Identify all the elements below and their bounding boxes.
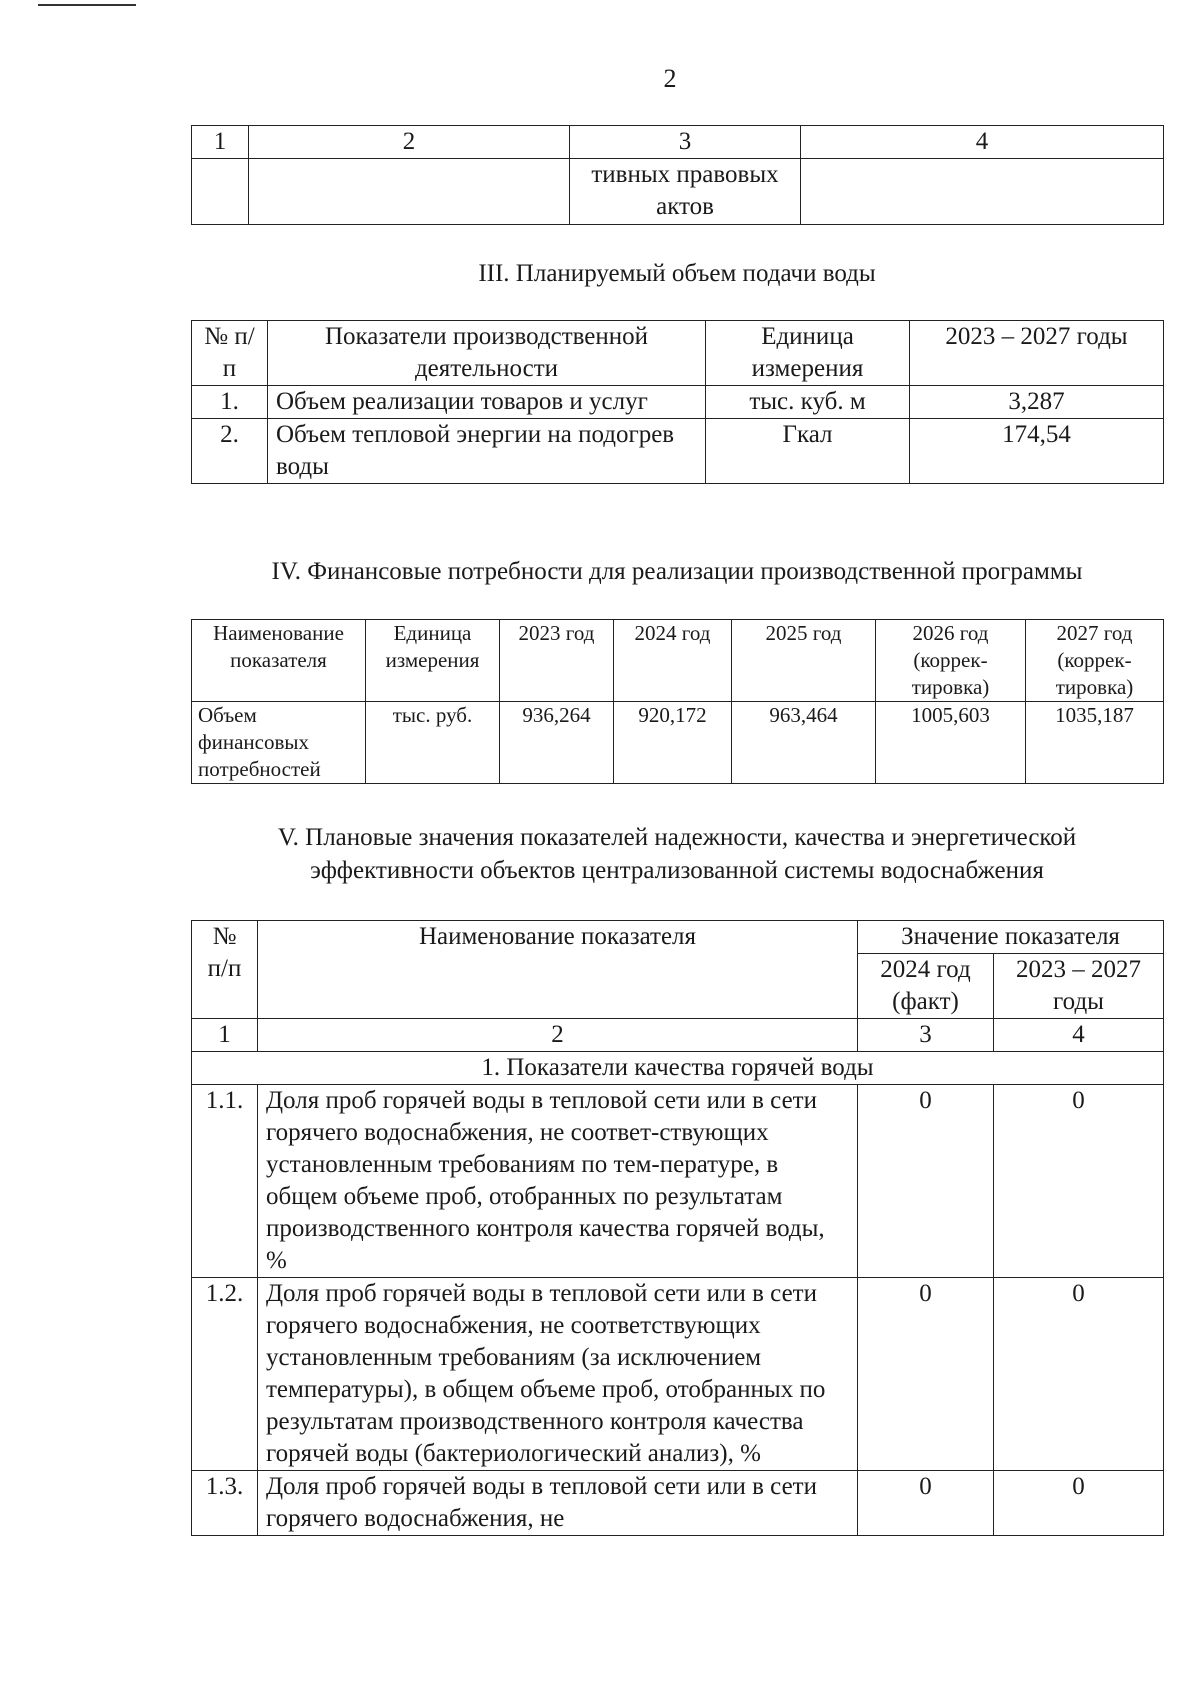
row-num: 1.1. (192, 1085, 258, 1278)
row-name: Доля проб горячей воды в тепловой сети или в сети горячего водоснабжения, не соответ-ствующих установленным требованиям по тем-пературе, в общем объеме проб, отобранных по результатам производственного контроля качества горячей воды, % (258, 1085, 858, 1278)
header-value-group: Значение показателя (858, 921, 1164, 954)
table-row (192, 419, 1164, 484)
group-title: 1. Показатели качества горячей воды (192, 1052, 1164, 1085)
continuation-text: тивных правовых актов (570, 159, 801, 225)
row-num: 1.3. (192, 1471, 258, 1536)
row-value: 174,54 (910, 419, 1164, 484)
section-3-title: III. Планируемый объем подачи воды (478, 260, 876, 287)
header-2023: 2023 год (500, 620, 614, 702)
table-row (192, 1085, 1164, 1278)
water-supply-volume-table (191, 320, 1164, 484)
table-row (192, 386, 1164, 419)
section-4-title: IV. Финансовые потребности для реализации производственной программы (271, 558, 1083, 585)
header-indicator: Показатели производственной деятельности (268, 321, 706, 386)
row-fact: 0 (858, 1085, 994, 1278)
row-num: 2. (192, 419, 268, 484)
table-header-row (192, 321, 1164, 386)
col-number-2: 2 (258, 1019, 858, 1052)
table-row (192, 126, 1164, 159)
row-fact: 0 (858, 1471, 994, 1536)
row-num: 1.2. (192, 1278, 258, 1471)
col-number-3: 3 (570, 126, 801, 159)
header-2026: 2026 год (коррек-тировка) (876, 620, 1026, 702)
col-number-4: 4 (801, 126, 1164, 159)
row-value: 3,287 (910, 386, 1164, 419)
row-num: 1. (192, 386, 268, 419)
header-fact: 2024 год (факт) (858, 954, 994, 1019)
col-number-2: 2 (249, 126, 570, 159)
table-row (192, 702, 1164, 784)
table-row (192, 1471, 1164, 1536)
row-unit: тыс. куб. м (706, 386, 910, 419)
table-header-row (192, 620, 1164, 702)
row-name: Доля проб горячей воды в тепловой сети или в сети горячего водоснабжения, не (258, 1471, 858, 1536)
value-2026: 1005,603 (876, 702, 1026, 784)
row-indicator: Объем тепловой энергии на подогрев воды (268, 419, 706, 484)
header-num: № п/п (192, 921, 258, 1019)
table-header-row (192, 921, 1164, 954)
row-name: Доля проб горячей воды в тепловой сети или в сети горячего водоснабжения, не соответствующих установленным требованиям (за исключением температуры), в общем объеме проб, отобранных по результатам производственного контроля качества горячей воды (бактериологический анализ), % (258, 1278, 858, 1471)
top-rule (38, 4, 136, 6)
row-plan: 0 (994, 1085, 1164, 1278)
header-name: Наименование показателя (192, 620, 366, 702)
header-2025: 2025 год (732, 620, 876, 702)
header-name: Наименование показателя (258, 921, 858, 1019)
empty-cell (801, 159, 1164, 225)
page-number: 2 (663, 64, 677, 93)
header-2027: 2027 год (коррек-тировка) (1026, 620, 1164, 702)
row-unit: Гкал (706, 419, 910, 484)
row-fact: 0 (858, 1278, 994, 1471)
header-plan: 2023 – 2027 годы (994, 954, 1164, 1019)
financial-needs-table (191, 619, 1164, 784)
header-unit: Единица измерения (706, 321, 910, 386)
header-2024: 2024 год (614, 620, 732, 702)
section-5-title-line-1: V. Плановые значения показателей надежности, качества и энергетической (277, 824, 1077, 851)
value-2027: 1035,187 (1026, 702, 1164, 784)
row-indicator: Объем реализации товаров и услуг (268, 386, 706, 419)
value-2025: 963,464 (732, 702, 876, 784)
value-2024: 920,172 (614, 702, 732, 784)
indicators-table (191, 920, 1164, 1536)
header-period: 2023 – 2027 годы (910, 321, 1164, 386)
row-plan: 0 (994, 1278, 1164, 1471)
group-title-row (192, 1052, 1164, 1085)
row-name: Объем финансовых потребностей (192, 702, 366, 784)
col-number-1: 1 (192, 126, 249, 159)
empty-cell (249, 159, 570, 225)
value-2023: 936,264 (500, 702, 614, 784)
column-numbers-row (192, 1019, 1164, 1052)
table-row (192, 1278, 1164, 1471)
col-number-3: 3 (858, 1019, 994, 1052)
row-unit: тыс. руб. (366, 702, 500, 784)
col-number-4: 4 (994, 1019, 1164, 1052)
section-5-title-line-2: эффективности объектов централизованной системы водоснабжения (310, 857, 1044, 884)
header-num: № п/п (192, 321, 268, 386)
col-number-1: 1 (192, 1019, 258, 1052)
continuation-table (191, 125, 1164, 225)
header-unit: Единица измерения (366, 620, 500, 702)
row-plan: 0 (994, 1471, 1164, 1536)
table-row (192, 159, 1164, 225)
empty-cell (192, 159, 249, 225)
